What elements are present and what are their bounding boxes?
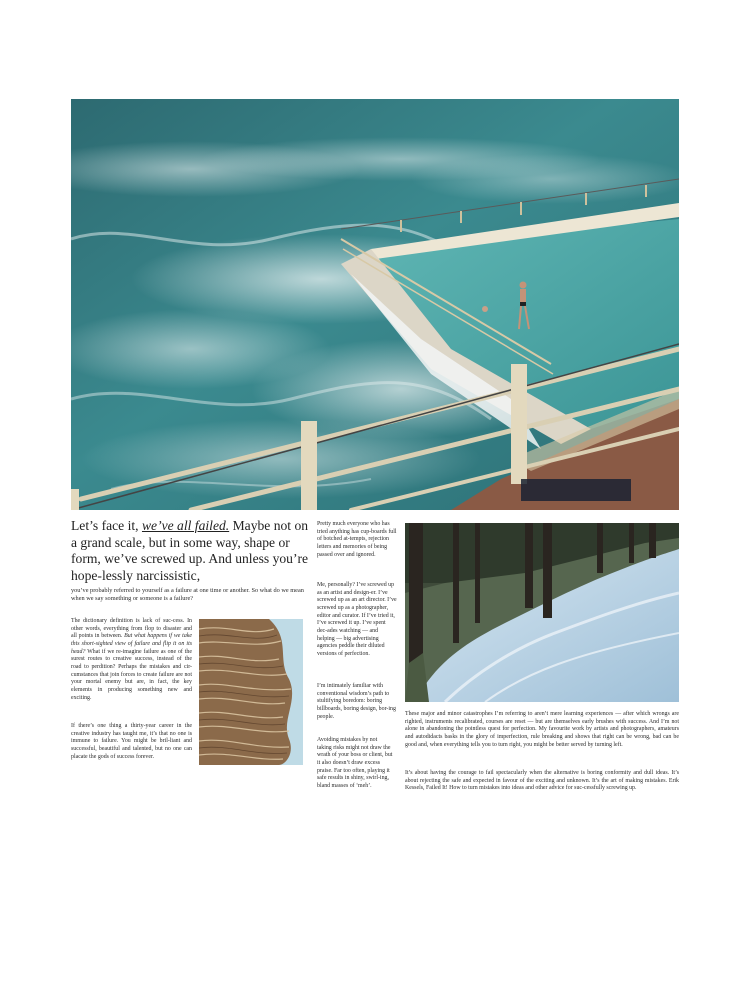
column-b-paragraph-3: I’m intimately familiar with conventional wisdom’s path to stultifying boredom: boring billboards, boring design, bor-ing people.	[317, 683, 396, 720]
frozen-forest-photo	[405, 523, 679, 702]
column-c-paragraph-1: These major and minor catastrophes I’m referring to aren’t mere learning experiences — after which wrongs are righted, instruments recalibrated, courses are reset — but are themselves early brushes with success. And I’m not alone in abandoning the pointless quest for perfection. My favourite work by artists and photographers, amateurs and autodidacts basks in the glory of imperfection, rule breaking and shows that right can be wrong, bad can be good and, when everything tells you to turn right, you might be better served by turning left.	[405, 711, 679, 748]
column-a-paragraph-1	[71, 618, 192, 702]
headline-rest: Maybe not on a grand scale, but in some way, shape or form, we’ve screwed up. And unless you’re hope-lessly narcissistic,	[71, 518, 309, 583]
column-a-p1-start: The dictionary definition is lack of suc-cess. In other words, everything from flop to disaster and all points in between.	[71, 618, 192, 640]
column-a-p1-italic: But what happens if we take this short-sighted view of failure and flip it on its head?	[71, 633, 192, 655]
column-b-paragraph-4: Avoiding mistakes by not taking risks might not draw the wrath of your boss or client, but it also doesn’t draw excess praise. Far too often, playing it safe results in shiny, swirl-ing, bland masses of ‘meh’.	[317, 737, 393, 789]
headline-lead: Let’s face it,	[71, 518, 142, 533]
ocean-pool-photo	[71, 99, 679, 510]
column-b-paragraph-2: Me, personally? I’ve screwed up as an artist and design-er. I’ve screwed up as an art director. I’ve screwed up as a photographer, editor and curator. If I’ve tried it, I’ve screwed it up. I’ve spent dec-ades watching — and helping — big advertising agencies peddle their diluted versions of perfection.	[317, 582, 397, 657]
column-b-paragraph-1: Pretty much everyone who has tried anything has cup-boards full of botched at-tempts, rejection letters and memories of being passed over and ignored.	[317, 521, 397, 558]
column-c-paragraph-2: It’s about having the courage to fail spectacularly when the alternative is boring conformity and dull ideas. It’s about rejecting the safe and expected in favour of the exciting and unknown. It’s the art of making mistakes. Erik Kessels, Failed It! How to turn mistakes into ideas and other advice for suc-cessfully screwing up.	[405, 770, 679, 792]
column-a-p1-end: What if we re-imagine failure as one of the surest routes to creative success, instead of the road to perdition? Perhaps the mistakes and cir-cumstances that join forces to create failure are not your mortal enemy but are, in fact, the key elements in producing something new and exciting.	[71, 648, 192, 701]
headline-emphasis: we’ve all failed.	[141, 518, 230, 533]
wood-sculpture-photo	[199, 619, 303, 765]
intro-paragraph: you’ve probably referred to yourself as a failure at one time or another. So what do we mean when we say something or someone is a failure?	[71, 587, 304, 603]
column-a-paragraph-2: If there’s one thing a thirty-year career in the creative industry has taught me, it’s that no one is immune to failure. You might be bril-liant and successful, beautiful and talented, but no one can placate the gods of success forever.	[71, 723, 192, 760]
headline	[71, 518, 313, 584]
